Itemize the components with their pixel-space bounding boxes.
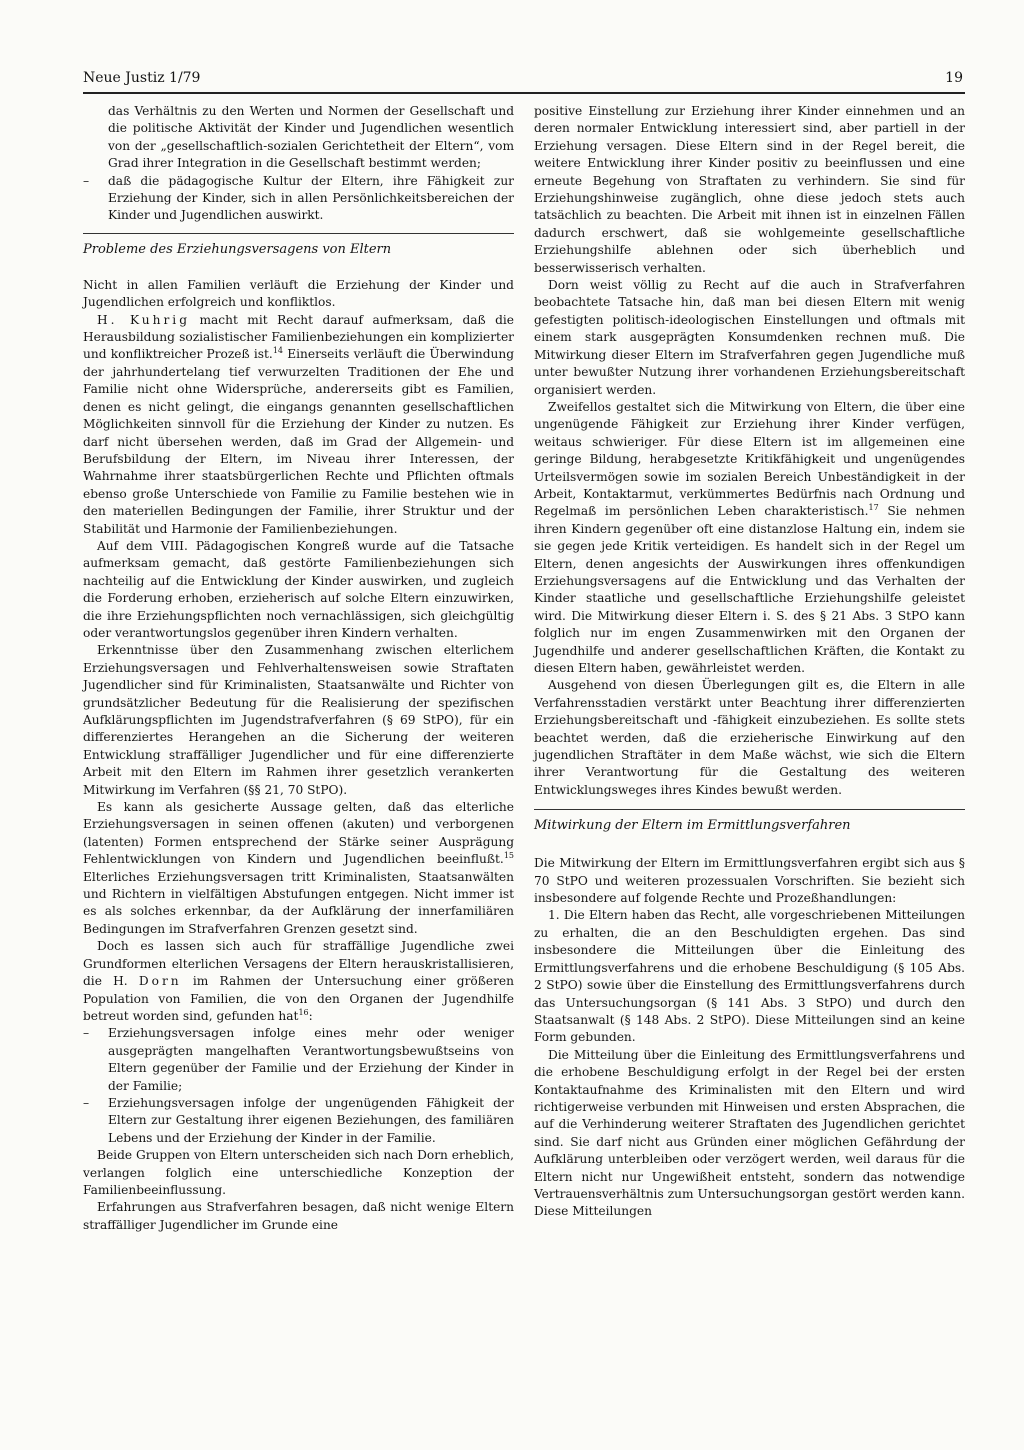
left-column <box>83 103 514 1234</box>
running-header <box>83 68 963 90</box>
paragraph: Nicht in allen Familien verläuft die Erziehung der Kinder und Jugendlichen erfolgreich und konfliktlos. <box>83 277 514 310</box>
paragraph: Ausgehend von diesen Überlegungen gilt es, die Eltern in alle Verfahrensstadien verstärkt unter Beachtung ihrer differenzierten Erziehungsbereitschaft und -fähigkeit einzubeziehen. Es sollte stets beachtet werden, daß die erzieherische Einwirkung auf den jugendlichen Straftäter in dem Maße wächst, wie sich die Eltern ihrer Verantwortung für die Gestaltung des weiteren Entwicklungsweges ihres Kindes bewußt werden. <box>534 678 965 797</box>
right-column <box>534 103 965 1221</box>
page-number: 19 <box>945 70 963 86</box>
footnote-ref: 16 <box>298 1007 309 1017</box>
paragraph: Auf dem VIII. Pädagogischen Kongreß wurde auf die Tatsache aufmerksam gemacht, daß gestörte Familienbeziehungen sich nachteilig auf die Entwicklung der Kinder auswirken, und zugleich die Forderung erhoben, erzieherisch auf solche Eltern einzuwirken, die ihre Erziehungspflichten noch vernachlässigen, sich gleichgültig oder verantwortungslos gegenüber ihren Kindern verhalten. <box>83 538 514 640</box>
journal-title: Neue Justiz 1/79 <box>83 70 201 86</box>
footnote-ref: 14 <box>272 346 283 356</box>
paragraph: Zweifellos gestaltet sich die Mitwirkung von Eltern, die über eine ungenügende Fähigkeit zur Erziehung ihrer Kinder verfügen, weitaus schwieriger. Für diese Eltern ist im allgemeinen eine geringe Bildung, herabgesetzte Kritikfähigkeit und ungenügendes Urteilsvermögen sowie im sozialen Bereich Unbeständigkeit in der Arbeit, Kontaktarmut, verkümmertes Bedürfnis nach Ordnung und Regelmaß im persönlichen Leben charakteristisch.$^{17}$ Sie nehmen ihren Kindern gegenüber oft eine distanzlose Haltung ein, indem sie sie gegen jede Kritik verteidigen. Es handelt sich in der Regel um Eltern, denen angesichts der Auswirkungen ihres offenkundigen Erziehungsversagens auf die Entwicklung und das Verhalten der Kinder staatliche und gesellschaftliche Erziehungshilfe geleistet wird. Die Mitwirkung dieser Eltern i. S. des § 21 Abs. 3 StPO kann folglich nur im engen Zusammenwirken mit den Organen der Jugendhilfe und anderer gesellschaftlichen Kräften, die Kontakt zu diesen Eltern haben, gewährleistet werden. <box>534 399 965 675</box>
bullet-pedagogical-culture: – daß die pädagogische Kultur der Eltern, ihre Fähigkeit zur Erziehung der Kinder, sich in allen Persönlichkeitsbereichen der Kinder und Jugendlichen auswirkt. <box>83 173 514 223</box>
list-item: – Erziehungsversagen infolge eines mehr oder weniger ausgeprägten mangelhaften Verantwortungsbewußtseins von Eltern gegenüber der Familie und der Erziehung der Kinder in der Familie; <box>83 1026 514 1093</box>
list-item: – Erziehungsversagen infolge der ungenügenden Fähigkeit der Eltern zur Gestaltung ihrer eigenen Beziehungen, des familiären Lebens und der Erziehung der Kinder in der Familie. <box>83 1095 514 1145</box>
paragraph: Die Mitwirkung der Eltern im Ermittlungsverfahren ergibt sich aus § 70 StPO und weiteren prozessualen Vorschriften. Sie bezieht sich insbesondere auf folgende Rechte und Prozeßhandlungen: <box>534 856 965 906</box>
paragraph: Dorn weist völlig zu Recht auf die auch in Strafverfahren beobachtete Tatsache hin, daß man bei diesen Eltern mit wenig gefestigten politisch-ideologischen Einstellungen und oftmals mit einem stark ausgeprägten Konsumdenken rechnen muß. Die Mitwirkung dieser Eltern im Strafverfahren gegen Jugendliche muß unter bewußter Nutzung ihrer vorhandenen Erziehungsbereitschaft organisiert werden. <box>534 278 965 397</box>
dash-marker: – <box>83 1095 90 1110</box>
paragraph-kuhrig: H. Kuhrig macht mit Recht darauf aufmerksam, daß die Herausbildung sozialistischer Familienbeziehungen ein komplizierter und konfliktreicher Prozeß ist.$^{14}$ Einerseits verläuft die Überwindung der jahrhundertelang tief verwurzelten Traditionen der Ehe und Familie nicht ohne Widersprüche, andererseits gibt es Familien, denen es nicht gelingt, die eingangs genannten gesellschaftlichen Möglichkeiten sinnvoll für die Erziehung der Kinder zu nutzen. Es darf nicht übersehen werden, daß im Grad der Allgemein- und Berufsbildung der Eltern, im Niveau ihrer Interessen, der Wahrnahme ihrer staatsbürgerlichen Rechte und Pflichten oftmals ebenso große Unterschiede von Familie zu Familie bestehen wie in den materiellen Bedingungen der Familie, ihrer Struktur und der Stabilität und Harmonie der Familienbeziehungen. <box>83 312 515 536</box>
section-heading-participation: Mitwirkung der Eltern im Ermittlungsverfahren <box>534 809 965 855</box>
dash-marker: – <box>83 1026 90 1041</box>
paragraph-dorn: Doch es lassen sich auch für straffällige Jugendliche zwei Grundformen elterlichen Versagens der Eltern herauskristallisieren, die H. Dorn im Rahmen der Untersuchung einer größeren Population von Familien, die von den Organen der Jugendhilfe betreut worden sind, gefunden hat$^{16}$: <box>83 939 514 1023</box>
footnote-ref: 17 <box>868 503 879 513</box>
author-name: H. Kuhrig <box>97 312 191 327</box>
paragraph: Erkenntnisse über den Zusammenhang zwischen elterlichem Erziehungsversagen und Fehlverhaltensweisen sowie Straftaten Jugendlicher sind für Kriminalisten, Staatsanwälte und Richter von grundsätzlicher Bedeutung für die Realisierung der spezifischen Aufklärungspflichten im Jugendstrafverfahren (§ 69 StPO), für ein differenziertes Herangehen an die Sicherung der weiteren Entwicklung straffälliger Jugendlicher und für eine differenzierte Arbeit mit den Eltern im Rahmen ihrer gesetzlich verankerten Mitwirkung im Verfahren (§§ 21, 70 StPO). <box>83 643 514 797</box>
paragraph: Die Mitteilung über die Einleitung des Ermittlungsverfahrens und die erhobene Beschuldigung erfolgt in der Regel bei der ersten Kontaktaufnahme des Kriminalisten mit den Eltern und wird richtigerweise verbunden mit Hinweisen und ersten Absprachen, die auf die Verhinderung weiterer Straftaten des Jugendlichen gerichtet sind. Sie darf nicht aus Gründen einer möglichen Gefährdung der Aufklärung unterbleiben oder verzögert werden, weil daraus für die Eltern nicht nur Ungewißheit entsteht, sondern das notwendige Vertrauensverhältnis zum Untersuchungsorgan gestört werden kann. Diese Mitteilungen <box>534 1047 965 1219</box>
intro-continuation: das Verhältnis zu den Werten und Normen der Gesellschaft und die politische Aktivität der Kinder und Jugendlichen wesentlich von der „gesellschaftlich-sozialen Gerichtetheit der Eltern“, vom Grad ihrer Integration in die Gesellschaft bestimmt werden; <box>108 104 514 171</box>
footnote-ref: 15 <box>503 851 514 861</box>
paragraph: 1. Die Eltern haben das Recht, alle vorgeschriebenen Mitteilungen zu erhalten, die an den Beschuldigten ergehen. Das sind insbesondere die Mitteilungen über die Einleitung des Ermittlungsverfahrens und die erhobene Beschuldigung (§ 105 Abs. 2 StPO) sowie über die Einstellung des Ermittlungsverfahrens durch das Untersuchungsorgan (§ 141 Abs. 3 StPO) und durch den Staatsanwalt (§ 148 Abs. 2 StPO). Diese Mitteilungen sind an keine Form gebunden. <box>534 908 965 1045</box>
paragraph: Erfahrungen aus Strafverfahren besagen, daß nicht wenige Eltern straffälliger Jugendlicher im Grunde eine <box>83 1200 514 1232</box>
paragraph: positive Einstellung zur Erziehung ihrer Kinder einnehmen und an deren normaler Entwicklung interessiert sind, aber partiell in der Erziehung versagen. Diese Eltern sind in der Regel bereit, die weitere Entwicklung ihrer Kinder positiv zu beeinflussen und eine erneute Begehung von Straftaten zu verhindern. Sie sind für Erziehungshinweise zugänglich, ohne diese jedoch stets auch tatsächlich zu beachten. Die Arbeit mit ihnen ist in einzelnen Fällen dadurch erschwert, daß sie wohlgemeinte gesellschaftliche Erziehungshilfe ablehnen oder sich überheblich und besserwisserisch verhalten. <box>534 104 965 275</box>
author-name: Dorn <box>138 974 182 989</box>
header-rule <box>83 92 965 94</box>
paragraph: Es kann als gesicherte Aussage gelten, daß das elterliche Erziehungsversagen in seinen offenen (akuten) und verborgenen (latenten) Formen entsprechend der Stärke seiner Ausprägung Fehlentwicklungen von Kindern und Jugendlichen beeinflußt.$^{15}$ Elterliches Erziehungsversagen tritt Kriminalisten, Staatsanwälten und Richtern in vielfältigen Abstufungen entgegen. Nicht immer ist es als solches erkennbar, da der Aufklärung der innerfamiliären Bedingungen im Strafverfahren Grenzen gesetzt sind. <box>83 800 514 936</box>
paragraph: Beide Gruppen von Eltern unterscheiden sich nach Dorn erheblich, verlangen folglich eine unterschiedliche Konzeption der Familienbeeinflussung. <box>83 1148 514 1197</box>
dash-marker: – <box>83 173 90 188</box>
section-heading-problems: Probleme des Erziehungsversagens von Eltern <box>83 233 514 277</box>
